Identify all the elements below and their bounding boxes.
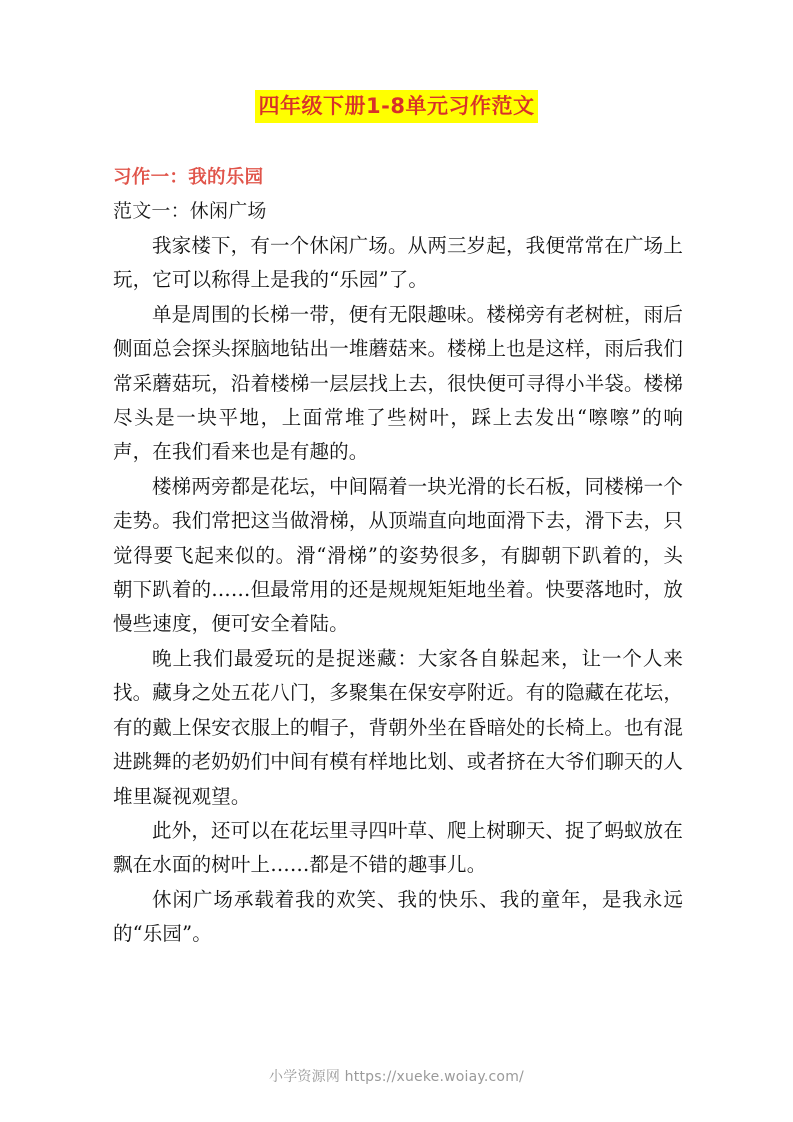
body-paragraph: 晚上我们最爱玩的是捉迷藏：大家各自躲起来，让一个人来找。藏身之处五花八门，多聚集在保安亭附近。有的隐藏在花坛，有的戴上保安衣服上的帽子，背朝外坐在昏暗处的长椅上。也有混进跳舞的老奶奶们中间有模有样地比划、或者挤在大爷们聊天的人堆里凝视观望。 [113,646,683,808]
page-title: 四年级下册1-8单元习作范文 [255,90,539,123]
body-paragraph: 此外，还可以在花坛里寻四叶草、爬上树聊天、捉了蚂蚁放在飘在水面的树叶上……都是不错的趣事儿。 [113,818,683,877]
body-paragraph: 楼梯两旁都是花坛，中间隔着一块光滑的长石板，同楼梯一个走势。我们常把这当做滑梯，从顶端直向地面滑下去，滑下去，只觉得要飞起来似的。滑“滑梯”的姿势很多，有脚朝下趴着的，头朝下趴着的……但最常用的还是规规矩矩地坐着。快要落地时，放慢些速度，便可安全着陆。 [113,474,683,636]
document-body [113,163,683,952]
section-heading: 习作一：我的乐园 [113,167,264,188]
body-paragraph: 我家楼下，有一个休闲广场。从两三岁起，我便常常在广场上玩，它可以称得上是我的“乐园”了。 [113,234,683,292]
document-title-container [0,90,793,123]
sub-heading: 范文一：休闲广场 [113,200,267,222]
watermark: 小学资源网 https://xueke.woiay.com/ [269,1069,524,1085]
body-paragraph: 单是周围的长梯一带，便有无限趣味。楼梯旁有老树桩，雨后侧面总会探头探脑地钻出一堆蘑菇来。楼梯上也是这样，雨后我们常采蘑菇玩，沿着楼梯一层层找上去，很快便可寻得小半袋。楼梯尽头是一块平地，上面常堆了些树叶，踩上去发出“嚓嚓”的响声，在我们看来也是有趣的。 [113,302,683,464]
body-paragraph: 休闲广场承载着我的欢笑、我的快乐、我的童年，是我永远的“乐园”。 [113,887,683,946]
